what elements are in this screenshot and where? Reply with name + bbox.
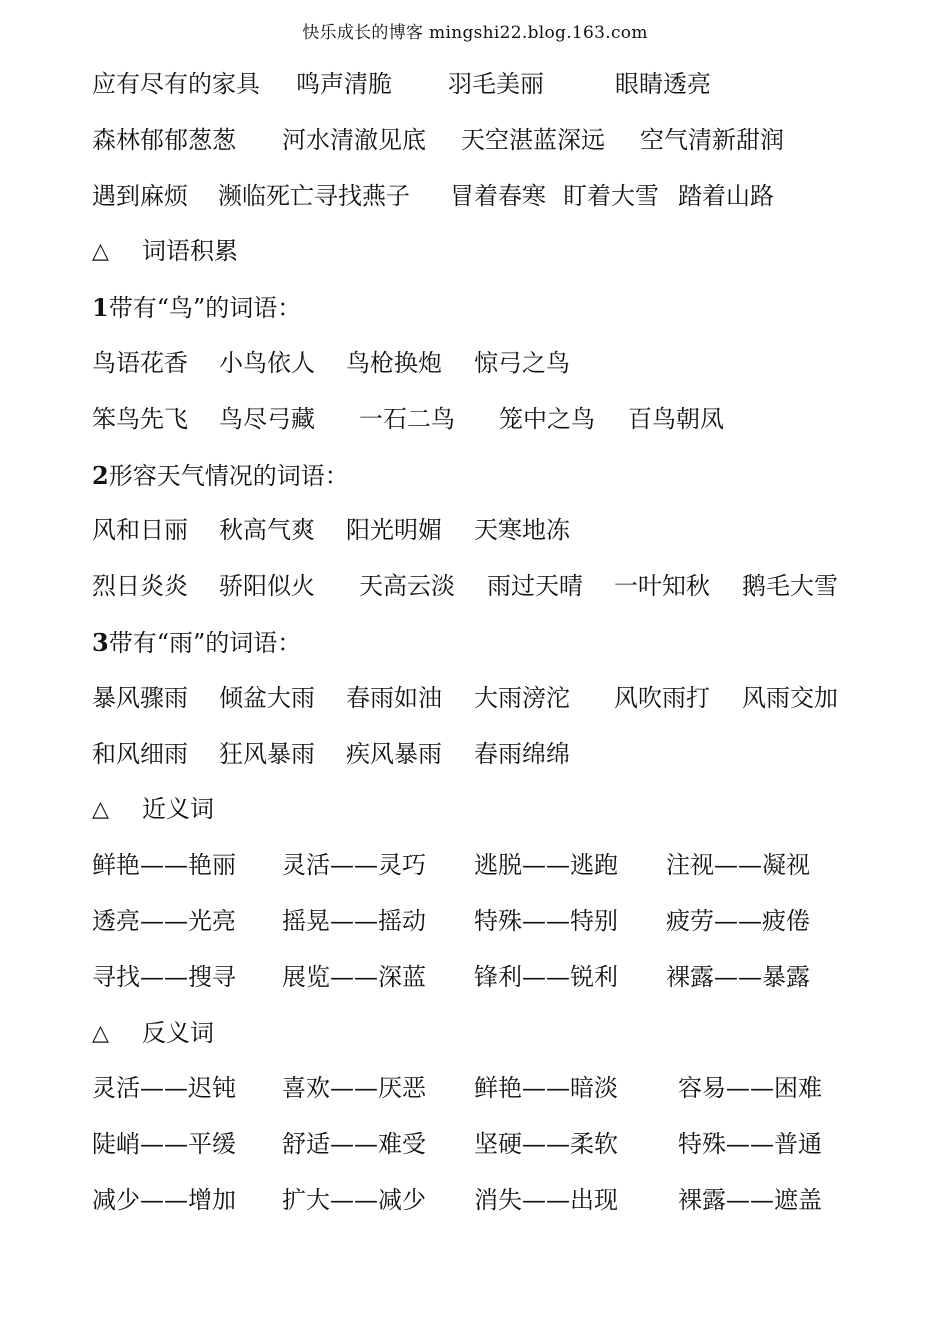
phrase: 森林郁郁葱葱 — [92, 125, 236, 154]
word-pair: 锋利——锐利 — [474, 962, 618, 991]
group-label: 形容天气情况的词语： — [108, 461, 349, 490]
phrase: 鸟枪换炮 — [346, 348, 442, 377]
phrase: 百鸟朝凤 — [628, 404, 724, 433]
phrase: 冒着春寒 — [450, 181, 546, 210]
word-pair: 注视——凝视 — [666, 851, 810, 880]
word-pair: 逃脱——逃跑 — [474, 851, 618, 880]
word-pair: 透亮——光亮 — [92, 906, 236, 935]
group-label-3 — [92, 615, 892, 671]
document-body — [92, 57, 892, 1229]
word-line — [92, 336, 892, 392]
section-title: 词语积累 — [142, 237, 238, 266]
word-pair: 容易——困难 — [678, 1074, 822, 1103]
phrase: 应有尽有的家具 — [92, 70, 260, 98]
triangle-icon: △ — [92, 1020, 109, 1046]
word-pair: 减少——增加 — [92, 1185, 236, 1214]
word-line — [92, 671, 892, 727]
section-heading-accumulation — [92, 224, 892, 280]
section-title: 近义词 — [142, 795, 214, 824]
phrase: 倾盆大雨 — [219, 683, 315, 712]
group-number: 2 — [92, 460, 109, 490]
word-line — [92, 559, 892, 615]
phrase: 风吹雨打 — [614, 683, 710, 712]
word-pair: 鲜艳——暗淡 — [474, 1074, 618, 1103]
phrase: 笨鸟先飞 — [92, 404, 188, 433]
phrase: 狂风暴雨 — [219, 739, 315, 768]
triangle-icon: △ — [92, 797, 109, 823]
phrase: 遇到麻烦 — [92, 181, 188, 210]
phrase: 风雨交加 — [742, 683, 838, 712]
word-pair: 裸露——暴露 — [666, 962, 810, 991]
phrase: 烈日炎炎 — [92, 572, 188, 601]
pair-line — [92, 1117, 892, 1173]
phrase: 河水清澈见底 — [282, 125, 426, 154]
word-pair: 裸露——遮盖 — [678, 1185, 822, 1214]
word-pair: 摇晃——摇动 — [282, 906, 426, 935]
word-pair: 特殊——普通 — [678, 1130, 822, 1159]
word-pair: 舒适——难受 — [282, 1130, 426, 1159]
phrase: 疾风暴雨 — [346, 739, 442, 768]
group-label: 带有“鸟”的词语： — [108, 294, 302, 323]
word-pair: 扩大——减少 — [282, 1185, 426, 1214]
phrase: 大雨滂沱 — [474, 683, 570, 712]
phrase: 盯着大雪 — [563, 181, 659, 210]
pair-line — [92, 838, 892, 894]
word-pair: 特殊——特别 — [474, 906, 618, 935]
phrase: 一叶知秋 — [614, 572, 710, 601]
page-header: 快乐成长的博客 mingshi22.blog.163.com — [302, 23, 648, 43]
phrase: 天空湛蓝深远 — [461, 125, 605, 154]
pair-line — [92, 1173, 892, 1229]
phrase: 濒临死亡寻找燕子 — [218, 181, 410, 210]
word-pair: 展览——深蓝 — [282, 962, 426, 991]
phrase: 羽毛美丽 — [448, 70, 544, 98]
phrase: 天高云淡 — [359, 572, 455, 601]
phrase: 暴风骤雨 — [92, 683, 188, 712]
phrase: 和风细雨 — [92, 739, 188, 768]
phrase: 眼睛透亮 — [615, 70, 711, 98]
section-title: 反义词 — [142, 1018, 214, 1047]
phrase: 鹅毛大雪 — [742, 572, 838, 601]
phrase: 雨过天晴 — [487, 572, 583, 601]
word-pair: 鲜艳——艳丽 — [92, 851, 236, 880]
word-line — [92, 392, 892, 448]
group-label-2 — [92, 448, 892, 504]
phrase: 风和日丽 — [92, 516, 188, 545]
intro-line-1 — [92, 57, 892, 113]
intro-line-3 — [92, 169, 892, 225]
word-line — [92, 503, 892, 559]
word-pair: 坚硬——柔软 — [474, 1130, 618, 1159]
pair-line — [92, 1061, 892, 1117]
phrase: 空气清新甜润 — [640, 125, 784, 154]
pair-line — [92, 950, 892, 1006]
word-pair: 喜欢——厌恶 — [282, 1074, 426, 1103]
phrase: 春雨如油 — [346, 683, 442, 712]
pair-line — [92, 894, 892, 950]
phrase: 春雨绵绵 — [474, 739, 570, 768]
group-label-1 — [92, 280, 892, 336]
intro-line-2 — [92, 113, 892, 169]
phrase: 阳光明媚 — [346, 516, 442, 545]
section-heading-synonyms — [92, 782, 892, 838]
phrase: 惊弓之鸟 — [474, 348, 570, 377]
group-number: 1 — [92, 293, 109, 323]
phrase: 踏着山路 — [678, 181, 774, 210]
phrase: 秋高气爽 — [219, 516, 315, 545]
phrase: 天寒地冻 — [474, 516, 570, 545]
triangle-icon: △ — [92, 239, 109, 265]
phrase: 骄阳似火 — [219, 572, 315, 601]
group-label: 带有“雨”的词语： — [108, 628, 302, 657]
group-number: 3 — [92, 627, 109, 657]
word-line — [92, 727, 892, 783]
phrase: 笼中之鸟 — [499, 404, 595, 433]
section-heading-antonyms — [92, 1006, 892, 1062]
phrase: 鸟语花香 — [92, 348, 188, 377]
word-pair: 灵活——迟钝 — [92, 1074, 236, 1103]
word-pair: 寻找——搜寻 — [92, 962, 236, 991]
word-pair: 疲劳——疲倦 — [666, 906, 810, 935]
word-pair: 陡峭——平缓 — [92, 1130, 236, 1159]
word-pair: 消失——出现 — [474, 1185, 618, 1214]
phrase: 一石二鸟 — [359, 404, 455, 433]
phrase: 小鸟依人 — [219, 348, 315, 377]
phrase: 鸣声清脆 — [296, 70, 392, 98]
phrase: 鸟尽弓藏 — [219, 404, 315, 433]
word-pair: 灵活——灵巧 — [282, 851, 426, 880]
